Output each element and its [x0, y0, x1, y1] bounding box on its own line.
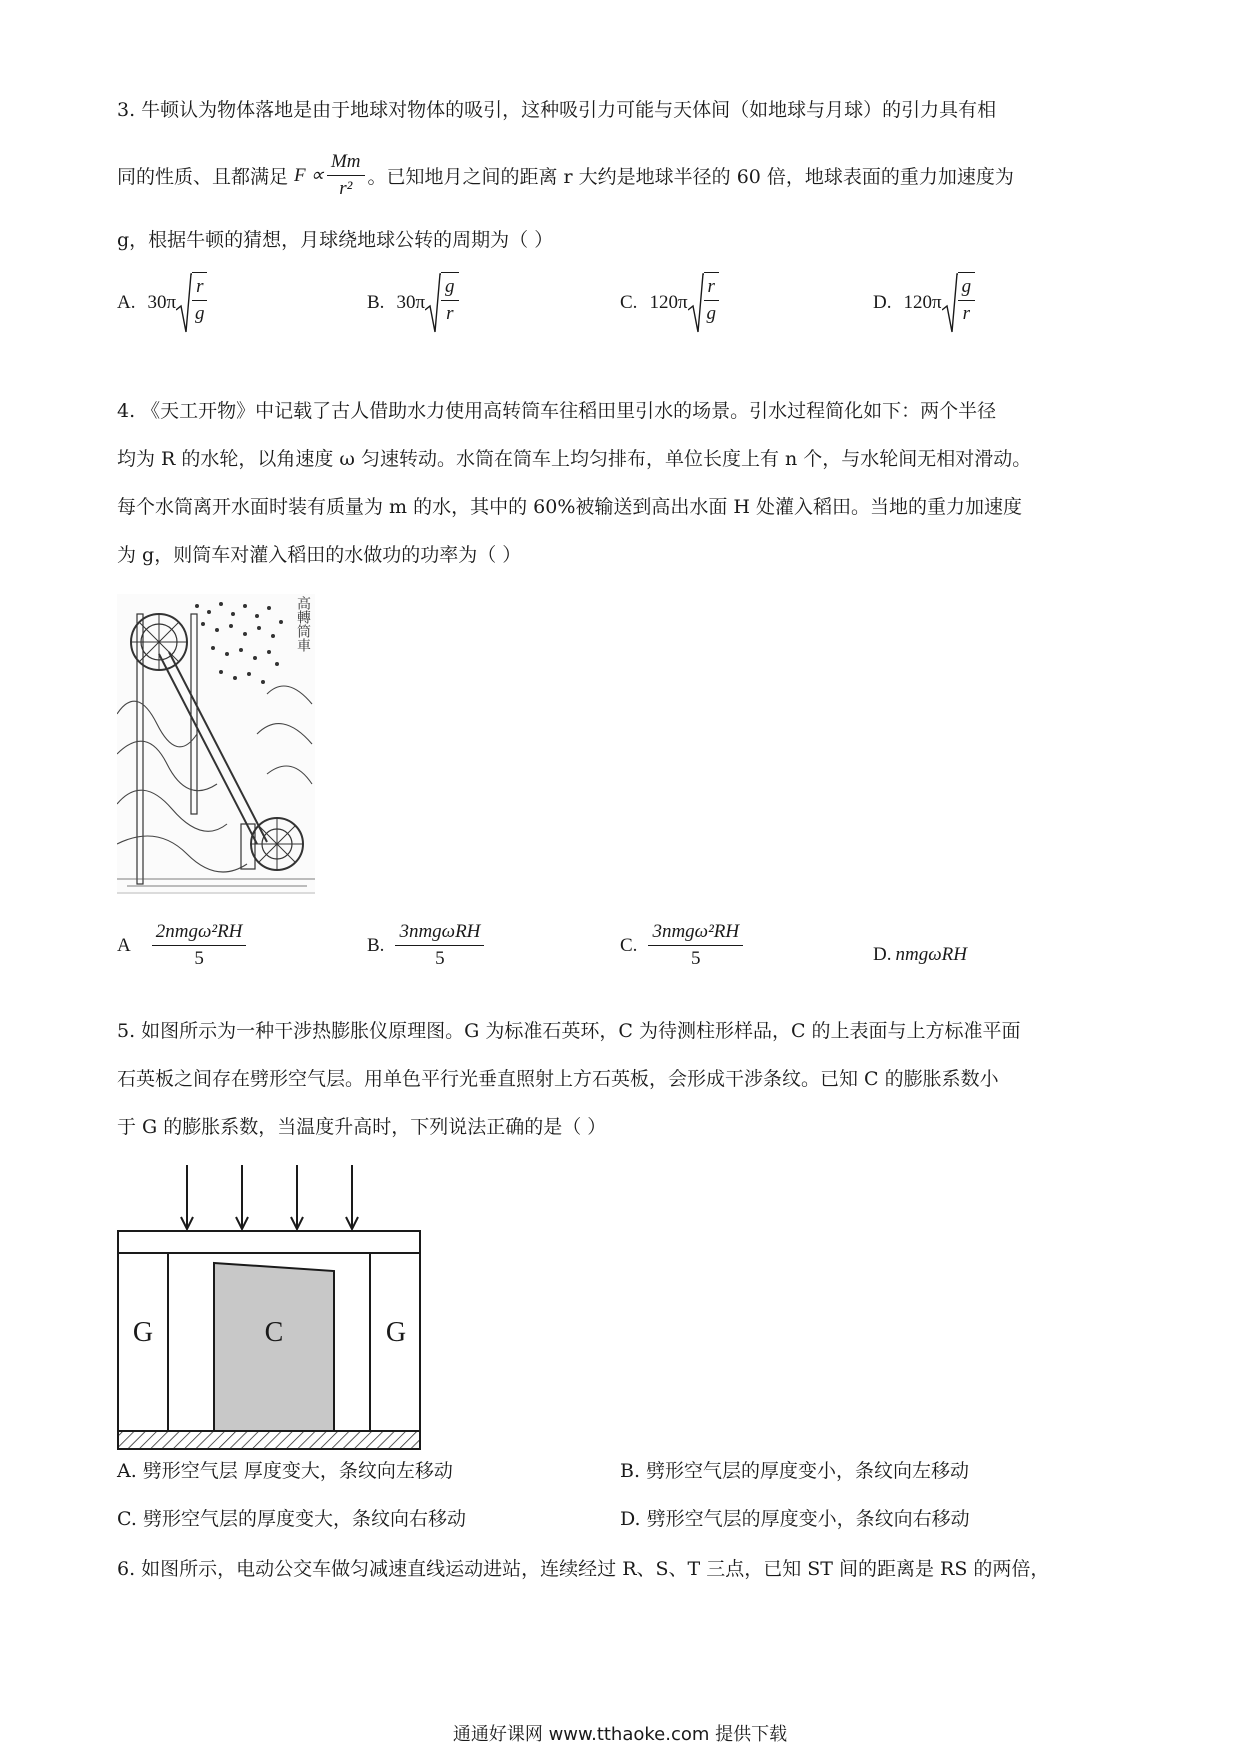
q3-option-c-den: g: [706, 303, 716, 324]
q4-line-3: 每个水筒离开水面时装有质量为 m 的水，其中的 60%被输送到高出水面 H 处灌入稻田。当地的重力加速度: [117, 496, 1023, 518]
q3-line-1: 3. 牛顿认为物体落地是由于地球对物体的吸引，这种吸引力可能与天体间（如地球与月球）的引力具有相: [117, 99, 997, 121]
q4-option-a-fraction: [152, 920, 247, 971]
q4-option-b-den: 5: [435, 948, 445, 969]
q4-option-d-text: nmgωRH: [895, 944, 967, 965]
label-c: C: [264, 1317, 284, 1348]
q3-option-a: [117, 272, 207, 334]
q3-option-d-coef: 120π: [903, 292, 942, 313]
q3-line-2-post: 。已知地月之间的距离 r 大约是地球半径的 60 倍，地球表面的重力加速度为: [367, 166, 1014, 188]
q4-option-c-den: 5: [691, 948, 701, 969]
q5-option-d: D. 劈形空气层的厚度变小，条纹向右移动: [620, 1508, 970, 1530]
q4-option-a-label: A: [117, 934, 131, 956]
waterwheel-drawing: [117, 594, 315, 894]
page-footer: 通通好课网 www.tthaoke.com 提供下载: [452, 1724, 788, 1745]
q4-option-c-fraction: [648, 920, 743, 971]
q3-option-d-den: r: [962, 303, 971, 324]
q3-formula-denominator: r²: [339, 178, 353, 199]
q4-option-a-den: 5: [194, 948, 204, 969]
waterwheel-caption: 高轉筒車: [295, 596, 311, 652]
q5-option-a: A. 劈形空气层 厚度变大，条纹向左移动: [117, 1460, 453, 1482]
q3-option-c-coef: 120π: [649, 292, 688, 313]
q4-line-1: 4. 《天工开物》中记载了古人借助水力使用高转筒车往稻田里引水的场景。引水过程简化如下：两个半径: [117, 400, 997, 422]
dilatometer-drawing: [117, 1165, 422, 1451]
q4-option-a: [117, 920, 249, 971]
q4-option-d-label: D.: [873, 944, 892, 965]
q3-option-c: [620, 272, 719, 334]
q6-line-1: 6. 如图所示，电动公交车做匀减速直线运动进站，连续经过 R、S、T 三点，已知 ST 间的距离是 RS 的两倍，: [117, 1558, 1050, 1580]
waterwheel-illustration: [117, 594, 315, 894]
q3-option-a-sqrt: [176, 272, 207, 334]
quartz-plate: [118, 1231, 420, 1253]
q4-line-4: 为 g，则筒车对灌入稻田的水做功的功率为（ ）: [117, 544, 522, 566]
q3-formula-F: F ∝: [294, 165, 324, 186]
q3-option-c-num: r: [704, 275, 719, 301]
q3-line-2: [117, 150, 1014, 201]
light-arrows: [181, 1165, 358, 1229]
q3-option-c-sqrt: [688, 272, 719, 334]
q5-option-b: B. 劈形空气层的厚度变小，条纹向左移动: [620, 1460, 970, 1482]
q3-option-a-coef: 30π: [147, 292, 177, 313]
q5-line-1: 5. 如图所示为一种干涉热膨胀仪原理图。G 为标准石英环，C 为待测柱形样品，C 的上表面与上方标准平面: [117, 1020, 1021, 1042]
q5-option-c: C. 劈形空气层的厚度变大，条纹向右移动: [117, 1508, 466, 1530]
q3-option-c-label: C.: [620, 292, 638, 313]
q4-option-b-fraction: [395, 920, 484, 971]
base-plate: [118, 1431, 420, 1449]
q3-option-d-sqrt: [942, 272, 976, 334]
q4-line-2: 均为 R 的水轮，以角速度 ω 匀速转动。水筒在筒车上均匀排布，单位长度上有 n 个，与水轮间无相对滑动。: [117, 448, 1032, 470]
q3-option-d-label: D.: [873, 292, 892, 313]
q4-option-b-label: B.: [367, 934, 385, 956]
q3-option-b-den: r: [446, 303, 454, 324]
q3-option-b: [367, 272, 459, 334]
q3-option-b-sqrt: [425, 272, 459, 334]
q5-line-2: 石英板之间存在劈形空气层。用单色平行光垂直照射上方石英板，会形成干涉条纹。已知 C 的膨胀系数小: [117, 1068, 999, 1090]
q3-formula-numerator: Mm: [327, 150, 365, 176]
q4-option-c-num: 3nmgω²RH: [648, 920, 743, 946]
q3-option-b-num: g: [441, 275, 459, 301]
q3-option-a-den: g: [195, 303, 205, 324]
q3-line-3: g，根据牛顿的猜想，月球绕地球公转的周期为（ ）: [117, 229, 554, 251]
q5-line-3: 于 G 的膨胀系数，当温度升高时，下列说法正确的是（ ）: [117, 1116, 607, 1138]
q3-formula-fraction: [327, 150, 365, 201]
label-g-left: G: [132, 1317, 154, 1348]
q4-option-b-num: 3nmgωRH: [395, 920, 484, 946]
q3-option-d-num: g: [958, 275, 976, 301]
q3-option-b-coef: 30π: [396, 292, 426, 313]
q3-option-a-num: r: [192, 275, 207, 301]
label-g-right: G: [385, 1317, 407, 1348]
q3-option-b-label: B.: [367, 292, 385, 313]
q4-option-d: [873, 944, 967, 966]
q3-line-2-pre: 同的性质、且都满足: [117, 166, 289, 188]
q4-option-c: [620, 920, 746, 971]
q4-option-b: [367, 920, 487, 971]
q4-option-a-num: 2nmgω²RH: [152, 920, 247, 946]
q3-option-a-label: A.: [117, 292, 136, 313]
q3-option-d: [873, 272, 975, 334]
q4-option-c-label: C.: [620, 934, 638, 956]
interference-dilatometer-diagram: [117, 1165, 422, 1451]
